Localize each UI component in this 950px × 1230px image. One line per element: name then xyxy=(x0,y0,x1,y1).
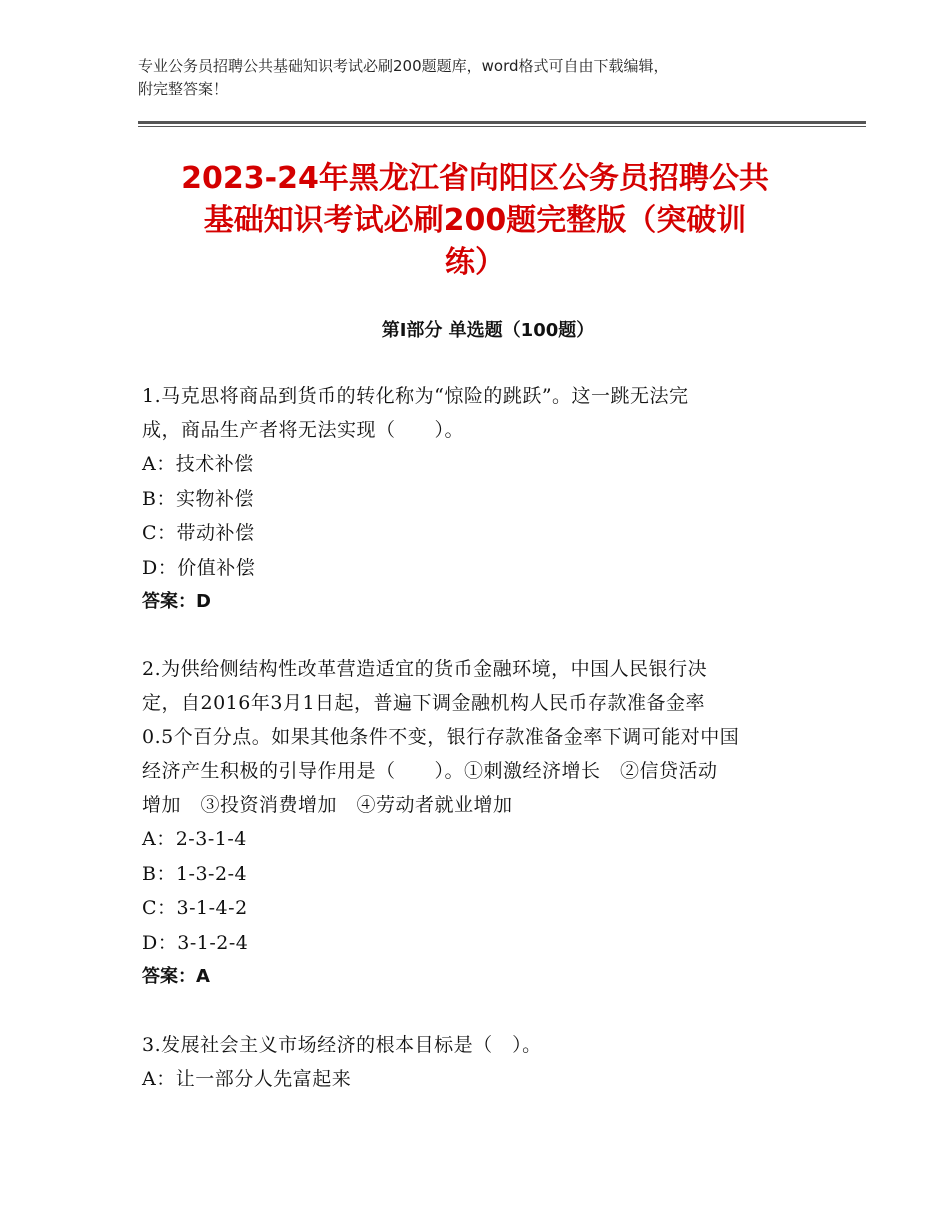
header-note-line: 附完整答案！ xyxy=(138,80,229,98)
option-d: D：3-1-2-4 xyxy=(142,931,249,954)
question-stem-line: 成，商品生产者将无法实现（ ）。 xyxy=(142,419,465,441)
header-note-line: 专业公务员招聘公共基础知识考试必刷200题题库，word格式可自由下载编辑， xyxy=(138,57,669,75)
header-divider-thick xyxy=(138,121,866,124)
question-stem-line: 3.发展社会主义市场经济的根本目标是（ ）。 xyxy=(142,1034,542,1056)
option-c: C：带动补偿 xyxy=(142,522,255,544)
question-stem-line: 2.为供给侧结构性改革营造适宜的货币金融环境，中国人民银行决 xyxy=(142,658,708,680)
question-3 xyxy=(142,1028,792,1097)
document-title-line: 2023-24年黑龙江省向阳区公务员招聘公共 xyxy=(181,161,769,196)
question-2 xyxy=(142,652,792,994)
question-stem-line: 定，自2016年3月1日起，普遍下调金融机构人民币存款准备金率 xyxy=(142,692,706,714)
question-stem-line: 经济产生积极的引导作用是（ ）。①刺激经济增长 ②信贷活动 xyxy=(142,760,718,782)
answer-label: 答案：A xyxy=(142,966,210,987)
header-note xyxy=(138,55,838,101)
option-d: D：价值补偿 xyxy=(142,556,256,579)
question-stem-line: 0.5个百分点。如果其他条件不变，银行存款准备金率下调可能对中国 xyxy=(142,726,740,748)
header-divider-thin xyxy=(138,126,866,127)
option-b: B：实物补偿 xyxy=(142,487,254,510)
answer-label: 答案：D xyxy=(142,591,211,612)
document-title-line: 练） xyxy=(445,245,505,280)
document-title-line: 基础知识考试必刷200题完整版（突破训 xyxy=(203,203,747,238)
option-a: A：2-3-1-4 xyxy=(142,828,247,850)
question-1 xyxy=(142,379,792,619)
option-b: B：1-3-2-4 xyxy=(142,862,248,885)
option-a: A：让一部分人先富起来 xyxy=(142,1068,352,1090)
section-title: 第Ⅰ部分 单选题（100题） xyxy=(381,320,595,341)
question-stem-line: 增加 ③投资消费增加 ④劳动者就业增加 xyxy=(142,794,513,816)
question-stem-line: 1.马克思将商品到货币的转化称为“惊险的跳跃”。这一跳无法完 xyxy=(142,385,689,407)
document-title xyxy=(120,158,830,284)
option-a: A：技术补偿 xyxy=(142,453,254,475)
option-c: C：3-1-4-2 xyxy=(142,897,248,919)
